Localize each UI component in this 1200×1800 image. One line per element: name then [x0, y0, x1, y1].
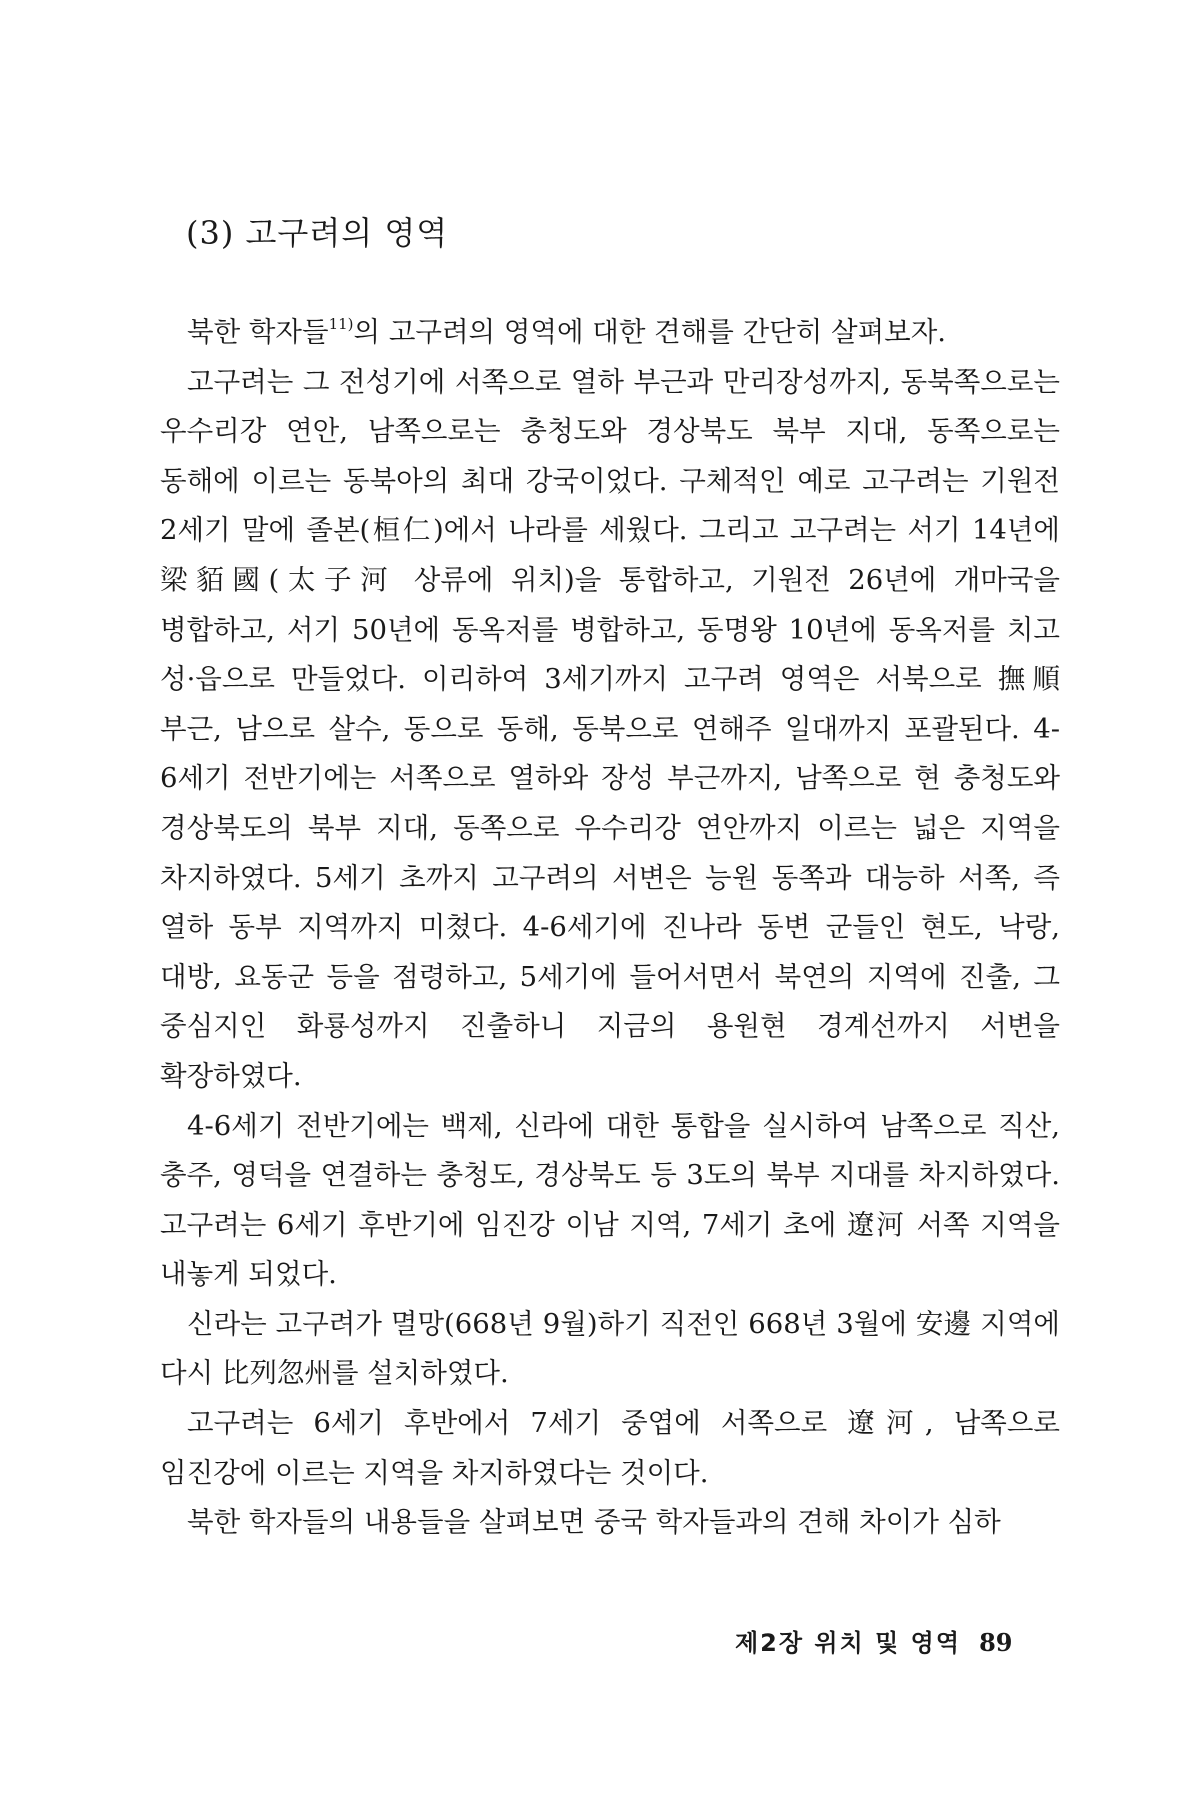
footnote-marker: 11): [328, 315, 354, 333]
paragraph-1-rest: 의 고구려의 영역에 대한 견해를 간단히 살펴보자.: [353, 316, 947, 348]
paragraph-3: 4-6세기 전반기에는 백제, 신라에 대한 통합을 실시하여 남쪽으로 직산, 충주, 영덕을 연결하는 충청도, 경상북도 등 3도의 북부 지대를 차지하였다. 고구려는 6세기 후반기에 임진강 이남 지역, 7세기 초에 遼河 서쪽 지역을 내놓게 되었다.: [160, 1109, 1060, 1291]
body-text: [160, 308, 1060, 1548]
page-number: 89: [979, 1628, 1013, 1657]
page-footer: [735, 1623, 1012, 1658]
paragraph-1-lead: 북한 학자들: [187, 316, 329, 348]
paragraph-2: 고구려는 그 전성기에 서쪽으로 열하 부근과 만리장성까지, 동북쪽으로는 우수리강 연안, 남쪽으로는 충청도와 경상북도 북부 지대, 동쪽으로는 동해에 이르는 동북아의 최대 강국이었다. 구체적인 예로 고구려는 기원전 2세기 말에 졸본(桓仁)에서 나라를 세웠다. 그리고 고구려는 서기 14년에 梁貊國(太子河 상류에 위치)을 통합하고, 기원전 26년에 개마국을 병합하고, 서기 50년에 동옥저를 병합하고, 동명왕 10년에 동옥저를 치고 성·읍으로 만들었다. 이리하여 3세기까지 고구려 영역은 서북으로 撫順 부근, 남으로 살수, 동으로 동해, 동북으로 연해주 일대까지 포괄된다. 4-6세기 전반기에는 서쪽으로 열하와 장성 부근까지, 남쪽으로 현 충청도와 경상북도의 북부 지대, 동쪽으로 우수리강 연안까지 이르는 넓은 지역을 차지하였다. 5세기 초까지 고구려의 서변은 능원 동쪽과 대능하 서쪽, 즉 열하 동부 지역까지 미쳤다. 4-6세기에 진나라 동변 군들인 현도, 낙랑, 대방, 요동군 등을 점령하고, 5세기에 들어서면서 북연의 지역에 진출, 그 중심지인 화룡성까지 진출하니 지금의 용원현 경계선까지 서변을 확장하였다.: [160, 365, 1060, 1092]
chapter-title: 제2장 위치 및 영역: [735, 1629, 962, 1657]
paragraph-4: 신라는 고구려가 멸망(668년 9월)하기 직전인 668년 3월에 安邊 지역에 다시 比列忽州를 설치하였다.: [160, 1307, 1060, 1390]
paragraph-5: 고구려는 6세기 후반에서 7세기 중엽에 서쪽으로 遼河, 남쪽으로 임진강에 이르는 지역을 차지하였다는 것이다.: [160, 1407, 1060, 1489]
paragraph-6: 북한 학자들의 내용들을 살펴보면 중국 학자들과의 견해 차이가 심하: [187, 1506, 1001, 1539]
section-heading: (3) 고구려의 영역: [186, 214, 449, 252]
paragraph-1: [160, 308, 1060, 358]
